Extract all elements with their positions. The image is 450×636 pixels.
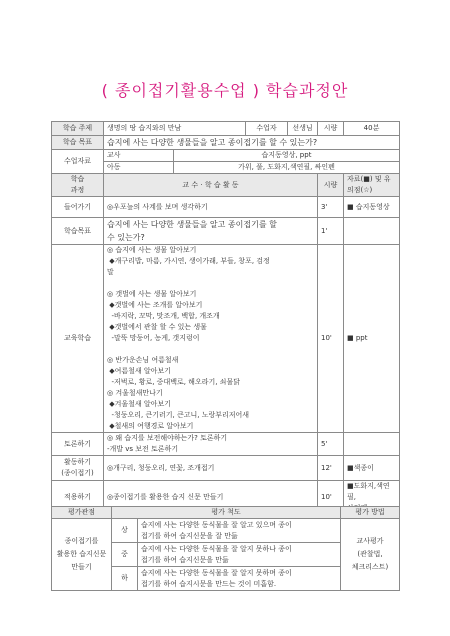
activity-line: ◎종이접기를 활용한 습지 신문 만들기 [107,493,224,501]
time-value: 40분 [344,122,400,136]
header-stage: 학습 과정 [52,174,104,197]
activity-line [107,278,314,289]
stage-cell: 적용하기 [52,481,104,515]
subject-value: 생명의 땅 습지와의 만남 [104,122,246,136]
objective-label: 학습 목표 [52,136,104,150]
stage-cell: 토론하기 [52,433,104,456]
eval-level: 하 [112,567,138,591]
eval-view: 종이접기를 활용한 습지신문 만들기 [52,519,112,591]
activity-line: -말뚝 망둥어, 농게, 갯지렁이 [107,334,200,342]
activity-line: ◎ 겨울철새만나기 [107,389,163,397]
activity-line: ◆철새의 여행경로 알아보기 [107,422,194,430]
activity-row [52,433,400,456]
activity-row [52,197,400,218]
material-cell: ■ ppt [344,245,400,433]
activity-line: -저벅로, 황로, 중대백로, 해오라기, 쇠물닭 [107,378,240,386]
activity-line: 말 [107,268,114,276]
stage-cell: 학습목표 [52,218,104,245]
time-cell: 1' [318,218,344,245]
activity-line: ◆개구리밥, 마름, 가시연, 생이가래, 부들, 창포, 검정 [107,257,270,265]
activity-line: ◆갯벌에서 관찰 할 수 있는 생물 [107,323,207,331]
material-cell: ■도화지,색연필, [344,481,400,515]
subject-label: 학습 주제 [52,122,104,136]
activity-line [107,344,314,355]
activity-row [52,456,400,481]
eval-header-view: 평가관점 [52,507,112,519]
teacher-materials-label: 교사 [104,150,174,162]
evaluation-table [51,506,400,591]
stage-cell: 들어가기 [52,197,104,218]
materials-label: 수업자료 [52,150,104,174]
material-cell [344,433,400,456]
time-cell: 12' [318,456,344,481]
child-materials-label: 아동 [104,162,174,174]
activity-line: -개발 vs 보전 토론하기 [107,445,179,453]
header-activity: 교 수 · 학 습 활 동 [104,174,318,197]
activity-line: ◎ 습지에 사는 생물 알아보기 [107,246,197,254]
time-cell: 10' [318,245,344,433]
activity-line: ◎우포늪의 사계를 보며 생각하기 [107,202,208,211]
header-time: 시량 [318,174,344,197]
activity-line: -바지락, 꼬막, 맛조개, 백합, 개조개 [107,312,220,320]
activity-line: ◎ 왜 습지를 보전해야하는가? 토론하기 [107,434,228,442]
activity-line: -청둥오리, 큰기러기, 큰고니, 노랑부리저어새 [107,411,250,419]
page-title: ( 종이접기활용수업 ) 학습과정안 [101,81,349,100]
eval-level: 중 [112,543,138,567]
activity-line: ◆갯벌에 사는 조개를 알아보기 [107,301,203,309]
material-cell: ■색종이 [344,456,400,481]
activity-row [52,218,400,245]
objective-value: 습지에 사는 다양한 생물들을 알고 종이접기를 할 수 있는가? [104,136,400,150]
child-materials: 가위, 풀, 도화지,색연필, 싸인펜 [174,162,400,174]
activity-cell [104,218,318,245]
stage-cell: 활동하기 (종이접기) [52,456,104,481]
time-cell: 3' [318,197,344,218]
eval-criteria-text: 습지에 사는 다양한 동식물을 잘 알지 못하나 종이 접기를 하여 습지신문을 만듦 [138,543,341,567]
stage-cell: 교육학습 [52,245,104,433]
activity-line: 수 있는가? [107,233,145,242]
eval-method: 교사평가 (관찰법, 체크리스트) [341,519,400,591]
eval-criteria-text: 습지에 사는 다양한 동식물을 잘 알지 못하며 종이 접기를 하여 습지시문을 만드는 것이 미흡함. [138,567,341,591]
activity-line: ◆여름철새 알아보기 [107,367,171,375]
eval-header-criteria: 평가 척도 [112,507,341,519]
activity-cell [104,245,318,433]
header-materials: 자료(■) 및 유의점(☆) [344,174,400,197]
activity-row [52,245,400,433]
activity-cell [104,197,318,218]
time-cell: 5' [318,433,344,456]
activity-line: ◎개구리, 청둥오리, 연꽃, 조개접기 [107,463,215,472]
activity-cell [104,456,318,481]
teacher-label: 수업자 [246,122,288,136]
activity-line: ◎ 반가운손님 여름철새 [107,356,179,364]
eval-header-method: 평가 방법 [341,507,400,519]
teacher-value: 선생님 [288,122,318,136]
activity-line: 습지에 사는 다양한 생물들을 알고 종이접기를 할 [107,220,277,229]
time-cell: 10' [318,481,344,515]
material-cell [344,218,400,245]
lesson-plan-table [51,121,400,515]
activity-cell [104,433,318,456]
time-label: 시량 [318,122,344,136]
teacher-materials: 습지동영상, ppt [174,150,400,162]
activity-line: ◎ 갯벌에 사는 생물 알아보기 [107,290,197,298]
eval-level: 상 [112,519,138,543]
material-cell: ■ 습지동영상 [344,197,400,218]
activity-line: ◆겨울철새 알아보기 [107,400,171,408]
eval-criteria-text: 습지에 사는 다양한 동식물을 잘 알고 있으며 종이 접기를 하여 습지신문을 잘 만듦 [138,519,341,543]
